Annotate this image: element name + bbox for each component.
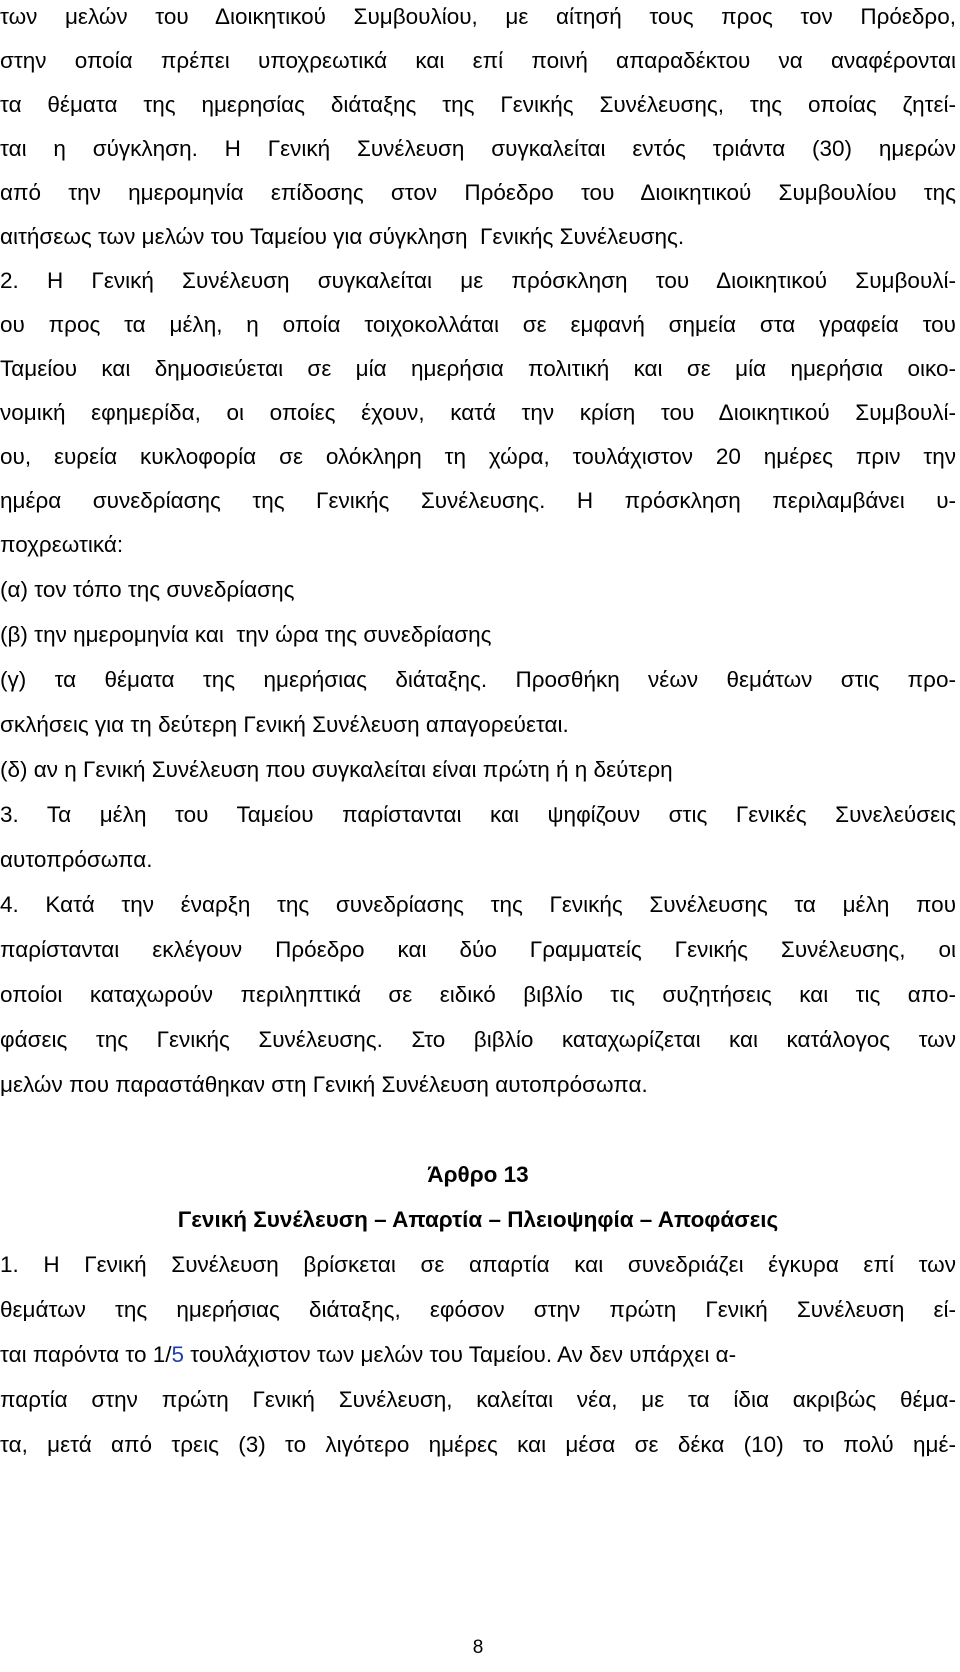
text-line: 3. Τα μέλη του Ταμείου παρίστανται και ψηφίζουν στις Γενικές Συνελεύσεις — [0, 802, 956, 827]
text-line: ται η σύγκληση. Η Γενική Συνέλευση συγκαλείται εντός τριάντα (30) ημερών — [0, 136, 956, 161]
text-line: ποχρεωτικά: — [0, 532, 124, 557]
text-line: θεμάτων της ημερήσιας διάταξης, εφόσον στην πρώτη Γενική Συνέλευση εί- — [0, 1297, 956, 1322]
text-line: ημέρα συνεδρίασης της Γενικής Συνέλευσης. Η πρόσκληση περιλαμβάνει υ- — [0, 488, 956, 513]
text-line: ου προς τα μέλη, η οποία τοιχοκολλάται σε εμφανή σημεία στα γραφεία του — [0, 312, 956, 337]
text-line: στην οποία πρέπει υποχρεωτικά και επί ποινή απαραδέκτου να αναφέρονται — [0, 48, 956, 73]
text-line: τα, μετά από τρεις (3) το λιγότερο ημέρες και μέσα σε δέκα (10) το πολύ ημέ- — [0, 1432, 956, 1457]
text-line: 2. Η Γενική Συνέλευση συγκαλείται με πρόσκληση του Διοικητικού Συμβουλί- — [0, 268, 956, 293]
text-line — [0, 1340, 956, 1370]
text-line: αυτοπρόσωπα. — [0, 847, 153, 872]
text-line: παρίστανται εκλέγουν Πρόεδρο και δύο Γραμματείς Γενικής Συνέλευσης, οι — [0, 937, 956, 962]
text-line: τα θέματα της ημερησίας διάταξης της Γενικής Συνέλευσης, της οποίας ζητεί- — [0, 92, 956, 117]
text-line-rest: τουλάχιστον των μελών του Ταμείου. Αν δεν υπάρχει α- — [184, 1342, 737, 1367]
text-line: αιτήσεως των μελών του Ταμείου για σύγκληση Γενικής Συνέλευσης. — [0, 224, 685, 249]
text-line: ου, ευρεία κυκλοφορία σε ολόκληρη τη χώρα, τουλάχιστον 20 ημέρες πριν την — [0, 444, 956, 469]
text-line: σκλήσεις για τη δεύτερη Γενική Συνέλευση απαγορεύεται. — [0, 712, 569, 737]
text-line: μελών που παραστάθηκαν στη Γενική Συνέλευση αυτοπρόσωπα. — [0, 1072, 648, 1097]
article-subtitle: Γενική Συνέλευση – Απαρτία – Πλειοψηφία – Αποφάσεις — [177, 1207, 779, 1232]
text-line: Ταμείου και δημοσιεύεται σε μία ημερήσια πολιτική και σε μία ημερήσια οικο- — [0, 356, 956, 381]
text-line-start: ται παρόντα το 1/ — [0, 1342, 172, 1367]
text-line: (γ) τα θέματα της ημερήσιας διάταξης. Προσθήκη νέων θεμάτων στις προ- — [0, 667, 956, 692]
highlighted-number: 5 — [171, 1342, 185, 1367]
text-line: (δ) αν η Γενική Συνέλευση που συγκαλείται είναι πρώτη ή η δεύτερη — [0, 757, 673, 782]
text-line: 4. Κατά την έναρξη της συνεδρίασης της Γενικής Συνέλευσης τα μέλη που — [0, 892, 956, 917]
text-line: οποίοι καταχωρούν περιληπτικά σε ειδικό βιβλίο τις συζητήσεις και τις απο- — [0, 982, 956, 1007]
text-line: (β) την ημερομηνία και την ώρα της συνεδρίασης — [0, 622, 492, 647]
article-title: Άρθρο 13 — [427, 1162, 529, 1187]
text-line: νομική εφημερίδα, οι οποίες έχουν, κατά την κρίση του Διοικητικού Συμβουλί- — [0, 400, 956, 425]
page-number: 8 — [472, 1637, 484, 1658]
text-line: των μελών του Διοικητικού Συμβουλίου, με αίτησή τους προς τον Πρόεδρο, — [0, 4, 956, 29]
text-line: (α) τον τόπο της συνεδρίασης — [0, 577, 295, 602]
text-line: από την ημερομηνία επίδοσης στον Πρόεδρο του Διοικητικού Συμβουλίου της — [0, 180, 956, 205]
text-line: φάσεις της Γενικής Συνέλευσης. Στο βιβλίο καταχωρίζεται και κατάλογος των — [0, 1027, 956, 1052]
text-line: 1. Η Γενική Συνέλευση βρίσκεται σε απαρτία και συνεδριάζει έγκυρα επί των — [0, 1252, 956, 1277]
text-line: παρτία στην πρώτη Γενική Συνέλευση, καλείται νέα, με τα ίδια ακριβώς θέμα- — [0, 1387, 956, 1412]
